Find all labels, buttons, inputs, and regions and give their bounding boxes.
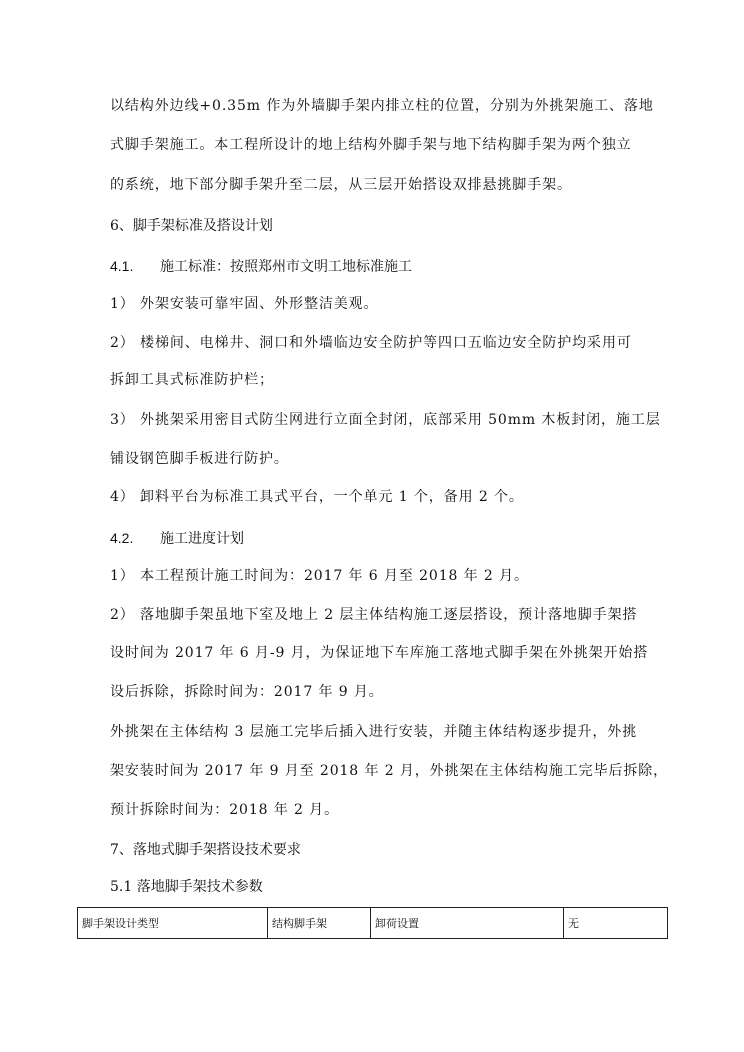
text-line: 的系统，地下部分脚手架升至二层，从三层开始搭设双排悬挑脚手架。 — [110, 177, 572, 193]
list-item: 2） 落地脚手架虽地下室及地上 2 层主体结构施工逐层搭设，预计落地脚手架搭 — [110, 607, 638, 623]
table-cell: 无 — [564, 908, 668, 939]
table-cell: 卸荷设置 — [371, 908, 564, 939]
section-heading-7: 7、落地式脚手架搭设技术要求 — [110, 842, 301, 858]
list-item: 3） 外挑架采用密目式防尘网进行立面全封闭，底部采用 50mm 木板封闭，施工层 — [110, 412, 661, 428]
section-title: 施工进度计划 — [160, 531, 244, 547]
text-line: 式脚手架施工。本工程所设计的地上结构外脚手架与地下结构脚手架为两个独立 — [110, 137, 632, 153]
list-item: 拆卸工具式标准防护栏； — [110, 372, 274, 388]
list-item: 预计拆除时间为：2018 年 2 月。 — [110, 802, 339, 818]
subsection-heading-4-1 — [110, 256, 412, 277]
section-heading-6: 6、脚手架标准及搭设计划 — [110, 218, 273, 234]
list-item: 2） 楼梯间、电梯井、洞口和外墙临边安全防护等四口五临边安全防护均采用可 — [110, 335, 632, 351]
list-item: 设后拆除，拆除时间为：2017 年 9 月。 — [110, 684, 384, 700]
list-item: 1） 本工程预计施工时间为：2017 年 6 月至 2018 年 2 月。 — [110, 568, 529, 584]
list-item: 铺设钢笆脚手板进行防护。 — [110, 451, 289, 467]
table-cell: 结构脚手架 — [268, 908, 371, 939]
text-line: 以结构外边线+0.35m 作为外墙脚手架内排立柱的位置，分别为外挑架施工、落地 — [110, 98, 654, 114]
table-cell: 脚手架设计类型 — [78, 908, 268, 939]
section-number: 4.2. — [110, 530, 134, 546]
list-item: 外挑架在主体结构 3 层施工完毕后插入进行安装，并随主体结构逐步提升，外挑 — [110, 724, 638, 740]
list-item: 4） 卸料平台为标准工具式平台，一个单元 1 个，备用 2 个。 — [110, 489, 524, 505]
section-number: 4.1. — [110, 258, 134, 274]
list-item: 设时间为 2017 年 6 月-9 月，为保证地下车库施工落地式脚手架在外挑架开始搭 — [110, 645, 649, 661]
table-row — [78, 908, 668, 939]
subsection-heading-4-2 — [110, 528, 244, 549]
list-item: 架安装时间为 2017 年 9 月至 2018 年 2 月，外挑架在主体结构施工完毕后拆除， — [110, 763, 669, 779]
section-title: 施工标准：按照郑州市文明工地标准施工 — [160, 259, 412, 275]
list-item: 1） 外架安装可靠牢固、外形整洁美观。 — [110, 296, 379, 312]
parameters-table — [77, 907, 668, 939]
section-heading-5-1: 5.1 落地脚手架技术参数 — [110, 879, 263, 895]
